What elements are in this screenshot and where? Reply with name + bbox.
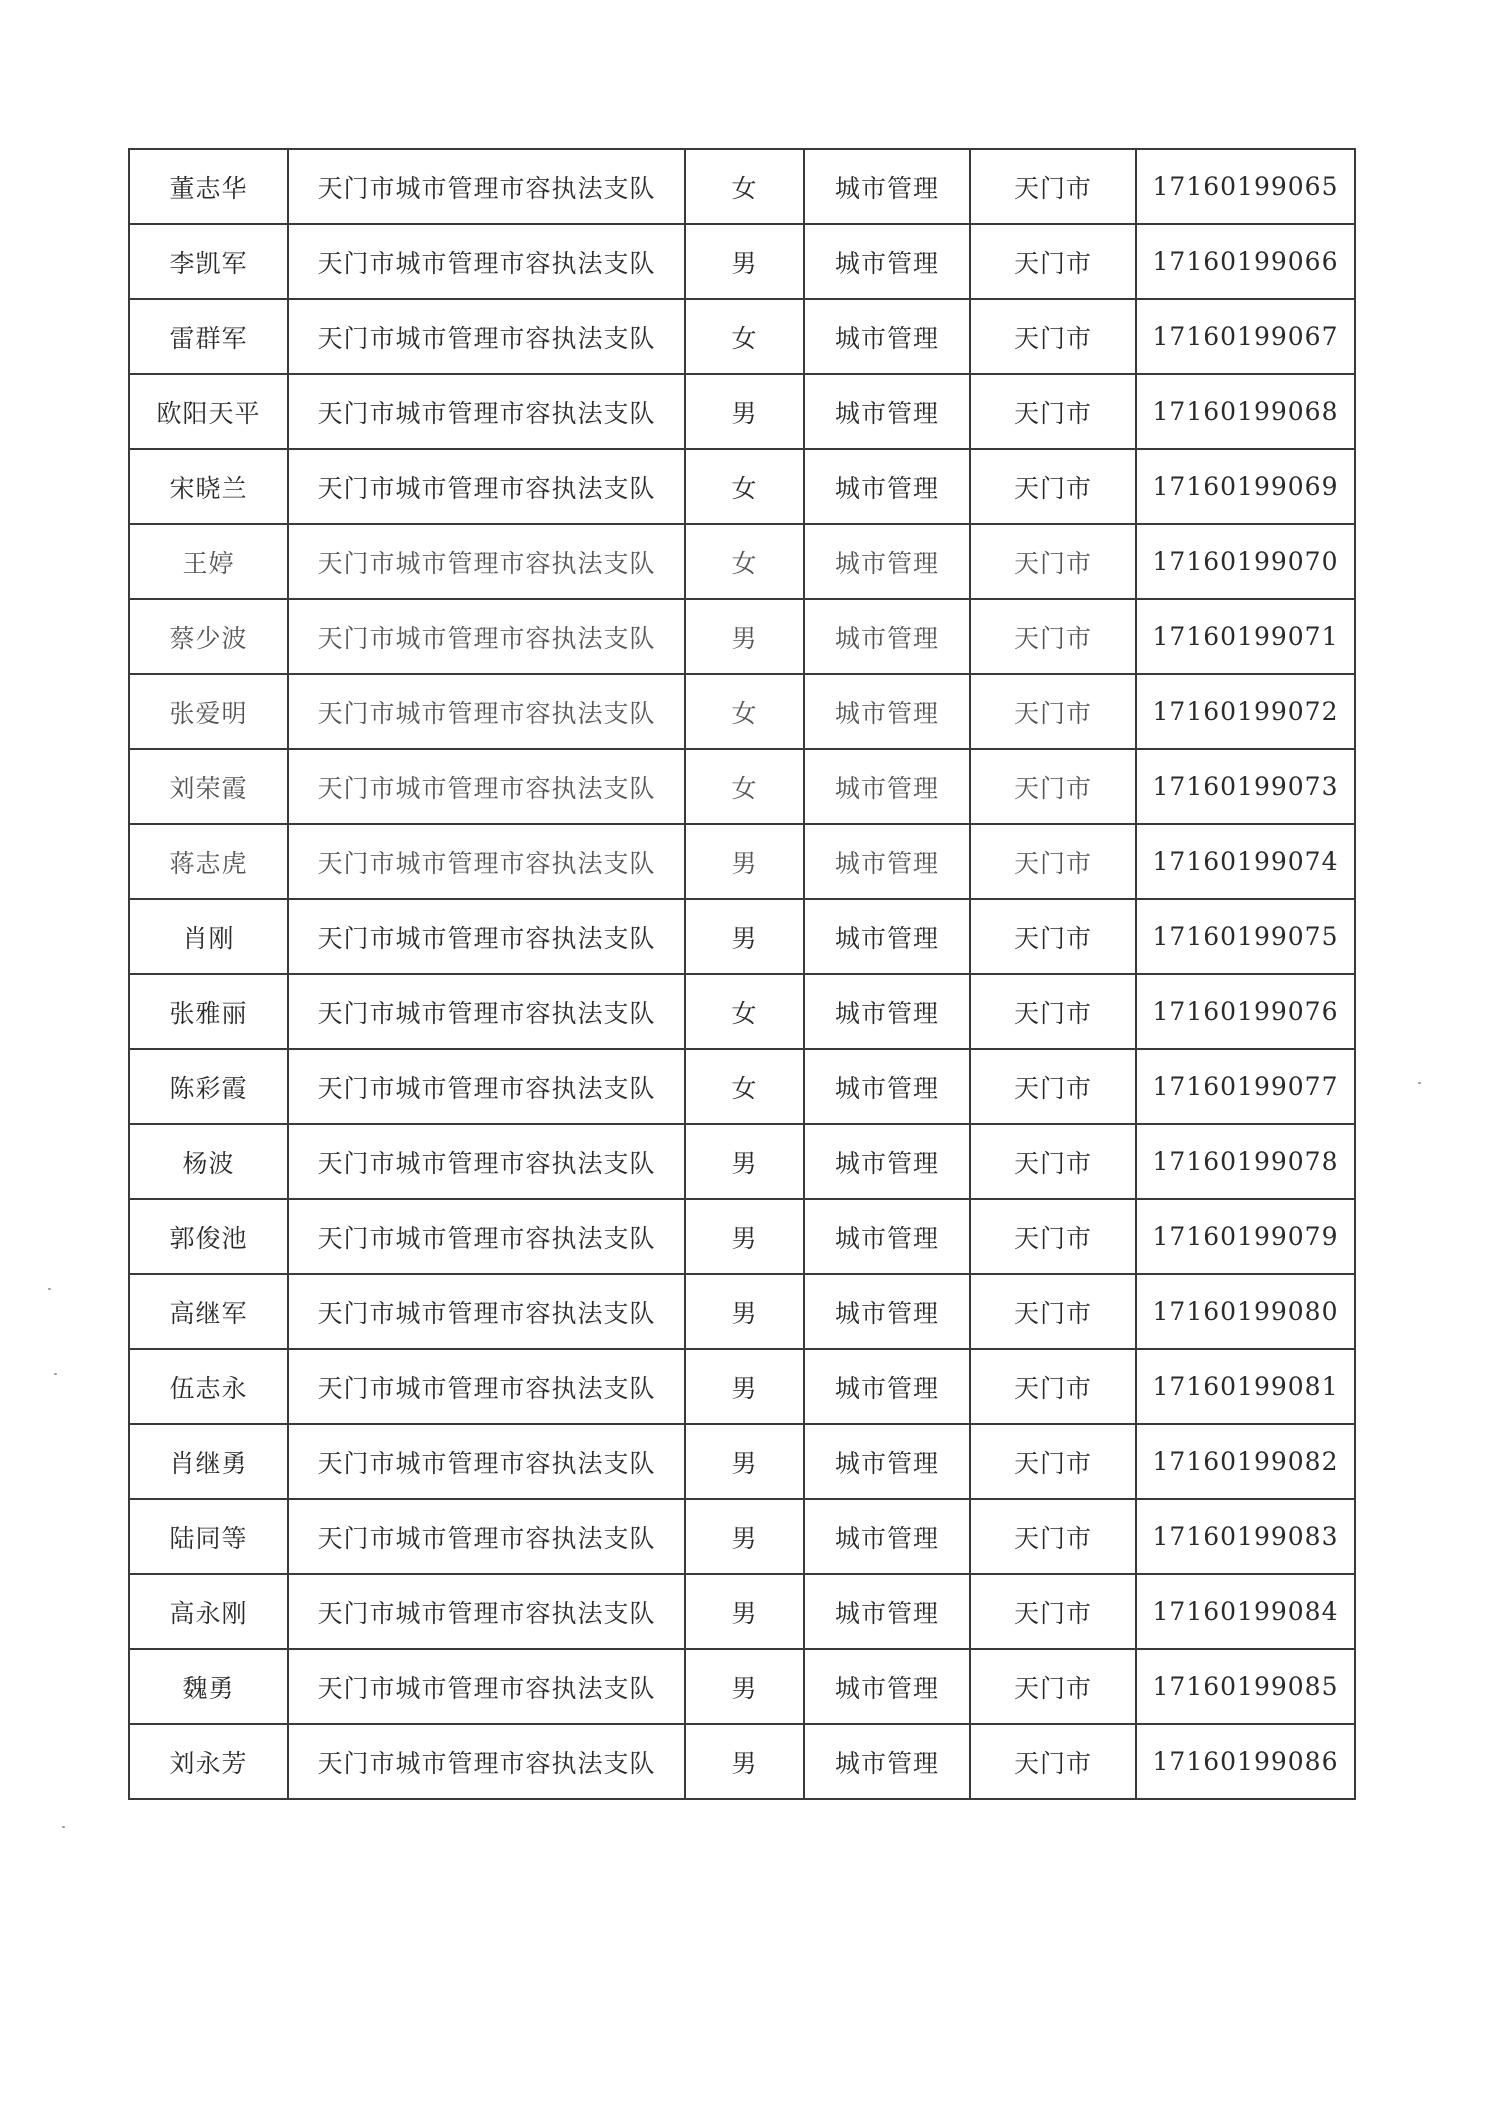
cell-unit: 天门市城市管理市容执法支队: [288, 1274, 685, 1349]
cell-exam-id: 17160199077: [1136, 1049, 1355, 1124]
cell-gender: 男: [685, 1124, 804, 1199]
document-sheet: [128, 148, 1342, 1800]
cell-unit: 天门市城市管理市容执法支队: [288, 149, 685, 224]
table-row: [129, 374, 1355, 449]
cell-position: 城市管理: [804, 449, 970, 524]
table-row: [129, 299, 1355, 374]
cell-unit: 天门市城市管理市容执法支队: [288, 899, 685, 974]
cell-exam-id: 17160199085: [1136, 1649, 1355, 1724]
cell-unit: 天门市城市管理市容执法支队: [288, 449, 685, 524]
roster-table-body: [129, 149, 1355, 1799]
cell-city: 天门市: [970, 299, 1136, 374]
cell-exam-id: 17160199068: [1136, 374, 1355, 449]
cell-position: 城市管理: [804, 1349, 970, 1424]
cell-city: 天门市: [970, 1424, 1136, 1499]
cell-gender: 男: [685, 1199, 804, 1274]
cell-name: 王婷: [129, 524, 288, 599]
cell-city: 天门市: [970, 149, 1136, 224]
cell-city: 天门市: [970, 1349, 1136, 1424]
cell-unit: 天门市城市管理市容执法支队: [288, 299, 685, 374]
cell-position: 城市管理: [804, 224, 970, 299]
cell-position: 城市管理: [804, 1574, 970, 1649]
cell-city: 天门市: [970, 1049, 1136, 1124]
cell-exam-id: 17160199073: [1136, 749, 1355, 824]
cell-city: 天门市: [970, 1274, 1136, 1349]
cell-gender: 男: [685, 374, 804, 449]
cell-gender: 女: [685, 524, 804, 599]
cell-gender: 男: [685, 224, 804, 299]
table-row: [129, 1049, 1355, 1124]
cell-gender: 男: [685, 1499, 804, 1574]
cell-gender: 女: [685, 299, 804, 374]
cell-position: 城市管理: [804, 1724, 970, 1799]
cell-position: 城市管理: [804, 899, 970, 974]
table-row: [129, 1574, 1355, 1649]
table-row: [129, 674, 1355, 749]
cell-exam-id: 17160199084: [1136, 1574, 1355, 1649]
cell-name: 蒋志虎: [129, 824, 288, 899]
table-row: [129, 149, 1355, 224]
cell-position: 城市管理: [804, 824, 970, 899]
cell-city: 天门市: [970, 1724, 1136, 1799]
cell-gender: 女: [685, 1049, 804, 1124]
table-row: [129, 224, 1355, 299]
cell-name: 蔡少波: [129, 599, 288, 674]
cell-gender: 女: [685, 974, 804, 1049]
cell-name: 魏勇: [129, 1649, 288, 1724]
cell-exam-id: 17160199083: [1136, 1499, 1355, 1574]
cell-city: 天门市: [970, 899, 1136, 974]
scan-speck: [1418, 1082, 1421, 1084]
cell-position: 城市管理: [804, 1649, 970, 1724]
cell-gender: 男: [685, 1274, 804, 1349]
cell-exam-id: 17160199079: [1136, 1199, 1355, 1274]
cell-position: 城市管理: [804, 974, 970, 1049]
cell-name: 董志华: [129, 149, 288, 224]
cell-gender: 男: [685, 1574, 804, 1649]
cell-exam-id: 17160199070: [1136, 524, 1355, 599]
cell-position: 城市管理: [804, 674, 970, 749]
cell-unit: 天门市城市管理市容执法支队: [288, 1649, 685, 1724]
cell-position: 城市管理: [804, 1274, 970, 1349]
cell-unit: 天门市城市管理市容执法支队: [288, 974, 685, 1049]
table-row: [129, 824, 1355, 899]
cell-city: 天门市: [970, 374, 1136, 449]
cell-unit: 天门市城市管理市容执法支队: [288, 224, 685, 299]
cell-name: 刘荣霞: [129, 749, 288, 824]
cell-exam-id: 17160199065: [1136, 149, 1355, 224]
cell-unit: 天门市城市管理市容执法支队: [288, 824, 685, 899]
table-row: [129, 1124, 1355, 1199]
cell-exam-id: 17160199067: [1136, 299, 1355, 374]
cell-gender: 男: [685, 824, 804, 899]
cell-unit: 天门市城市管理市容执法支队: [288, 374, 685, 449]
cell-gender: 女: [685, 749, 804, 824]
table-row: [129, 1424, 1355, 1499]
cell-unit: 天门市城市管理市容执法支队: [288, 1574, 685, 1649]
cell-exam-id: 17160199075: [1136, 899, 1355, 974]
cell-name: 杨波: [129, 1124, 288, 1199]
cell-name: 张爱明: [129, 674, 288, 749]
cell-gender: 男: [685, 599, 804, 674]
cell-name: 高永刚: [129, 1574, 288, 1649]
cell-exam-id: 17160199071: [1136, 599, 1355, 674]
cell-unit: 天门市城市管理市容执法支队: [288, 1349, 685, 1424]
cell-exam-id: 17160199078: [1136, 1124, 1355, 1199]
cell-unit: 天门市城市管理市容执法支队: [288, 1424, 685, 1499]
cell-gender: 男: [685, 1724, 804, 1799]
cell-unit: 天门市城市管理市容执法支队: [288, 674, 685, 749]
cell-city: 天门市: [970, 1499, 1136, 1574]
cell-position: 城市管理: [804, 524, 970, 599]
cell-name: 肖刚: [129, 899, 288, 974]
cell-unit: 天门市城市管理市容执法支队: [288, 1724, 685, 1799]
cell-city: 天门市: [970, 449, 1136, 524]
cell-position: 城市管理: [804, 1199, 970, 1274]
cell-city: 天门市: [970, 1649, 1136, 1724]
cell-city: 天门市: [970, 749, 1136, 824]
roster-table: [128, 148, 1356, 1800]
table-row: [129, 1499, 1355, 1574]
cell-exam-id: 17160199069: [1136, 449, 1355, 524]
table-row: [129, 1274, 1355, 1349]
cell-position: 城市管理: [804, 374, 970, 449]
cell-exam-id: 17160199086: [1136, 1724, 1355, 1799]
cell-name: 李凯军: [129, 224, 288, 299]
table-row: [129, 1724, 1355, 1799]
cell-gender: 男: [685, 1349, 804, 1424]
cell-name: 雷群军: [129, 299, 288, 374]
cell-unit: 天门市城市管理市容执法支队: [288, 1499, 685, 1574]
cell-name: 张雅丽: [129, 974, 288, 1049]
cell-unit: 天门市城市管理市容执法支队: [288, 524, 685, 599]
cell-position: 城市管理: [804, 1124, 970, 1199]
cell-unit: 天门市城市管理市容执法支队: [288, 1049, 685, 1124]
scan-speck: [62, 1826, 65, 1828]
table-row: [129, 1649, 1355, 1724]
cell-position: 城市管理: [804, 599, 970, 674]
cell-gender: 男: [685, 1424, 804, 1499]
table-row: [129, 1199, 1355, 1274]
cell-unit: 天门市城市管理市容执法支队: [288, 599, 685, 674]
scan-speck: [48, 1288, 51, 1290]
cell-gender: 女: [685, 674, 804, 749]
cell-city: 天门市: [970, 824, 1136, 899]
cell-name: 郭俊池: [129, 1199, 288, 1274]
cell-exam-id: 17160199072: [1136, 674, 1355, 749]
cell-unit: 天门市城市管理市容执法支队: [288, 749, 685, 824]
cell-name: 肖继勇: [129, 1424, 288, 1499]
table-row: [129, 599, 1355, 674]
scan-speck: [54, 1373, 57, 1375]
cell-position: 城市管理: [804, 299, 970, 374]
cell-name: 陆同等: [129, 1499, 288, 1574]
cell-city: 天门市: [970, 1124, 1136, 1199]
table-row: [129, 1349, 1355, 1424]
cell-exam-id: 17160199074: [1136, 824, 1355, 899]
cell-exam-id: 17160199066: [1136, 224, 1355, 299]
cell-exam-id: 17160199076: [1136, 974, 1355, 1049]
cell-city: 天门市: [970, 224, 1136, 299]
table-row: [129, 749, 1355, 824]
cell-exam-id: 17160199082: [1136, 1424, 1355, 1499]
cell-city: 天门市: [970, 1574, 1136, 1649]
cell-city: 天门市: [970, 674, 1136, 749]
cell-name: 陈彩霞: [129, 1049, 288, 1124]
cell-unit: 天门市城市管理市容执法支队: [288, 1124, 685, 1199]
table-row: [129, 449, 1355, 524]
cell-exam-id: 17160199080: [1136, 1274, 1355, 1349]
cell-gender: 男: [685, 1649, 804, 1724]
cell-gender: 男: [685, 899, 804, 974]
cell-position: 城市管理: [804, 749, 970, 824]
cell-city: 天门市: [970, 1199, 1136, 1274]
cell-name: 高继军: [129, 1274, 288, 1349]
table-row: [129, 524, 1355, 599]
cell-position: 城市管理: [804, 149, 970, 224]
table-row: [129, 974, 1355, 1049]
cell-name: 伍志永: [129, 1349, 288, 1424]
cell-name: 刘永芳: [129, 1724, 288, 1799]
cell-name: 欧阳天平: [129, 374, 288, 449]
table-row: [129, 899, 1355, 974]
cell-position: 城市管理: [804, 1499, 970, 1574]
cell-exam-id: 17160199081: [1136, 1349, 1355, 1424]
cell-city: 天门市: [970, 524, 1136, 599]
cell-name: 宋晓兰: [129, 449, 288, 524]
cell-unit: 天门市城市管理市容执法支队: [288, 1199, 685, 1274]
cell-city: 天门市: [970, 599, 1136, 674]
cell-position: 城市管理: [804, 1424, 970, 1499]
cell-position: 城市管理: [804, 1049, 970, 1124]
cell-gender: 女: [685, 149, 804, 224]
cell-gender: 女: [685, 449, 804, 524]
cell-city: 天门市: [970, 974, 1136, 1049]
